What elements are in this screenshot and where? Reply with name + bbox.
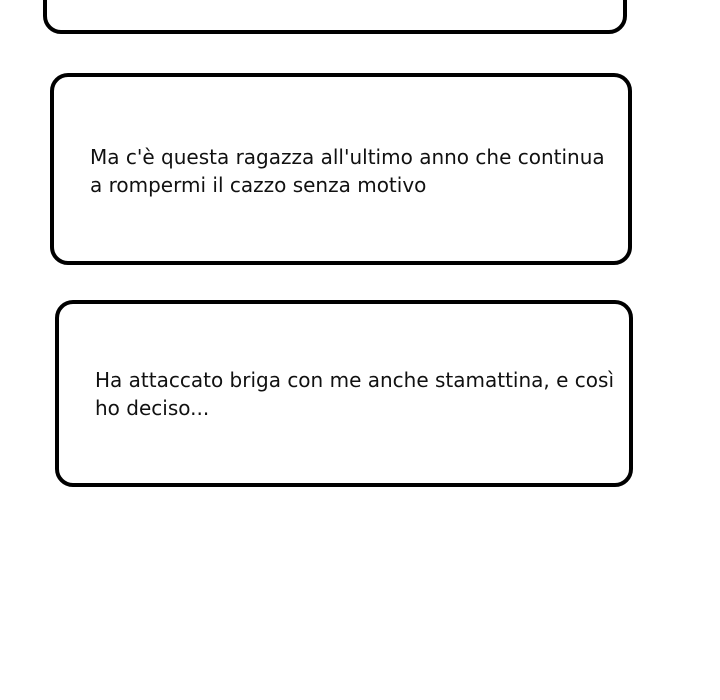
panel-2-text: Ma c'è questa ragazza all'ultimo anno che continua a rompermi il cazzo senza motivo [90, 145, 605, 197]
speech-panel-2 [50, 73, 632, 265]
speech-panel-top-partial [43, 0, 627, 34]
speech-panel-3 [55, 300, 633, 487]
panel-3-text: Ha attaccato briga con me anche stamattina, e così ho deciso... [95, 368, 615, 420]
